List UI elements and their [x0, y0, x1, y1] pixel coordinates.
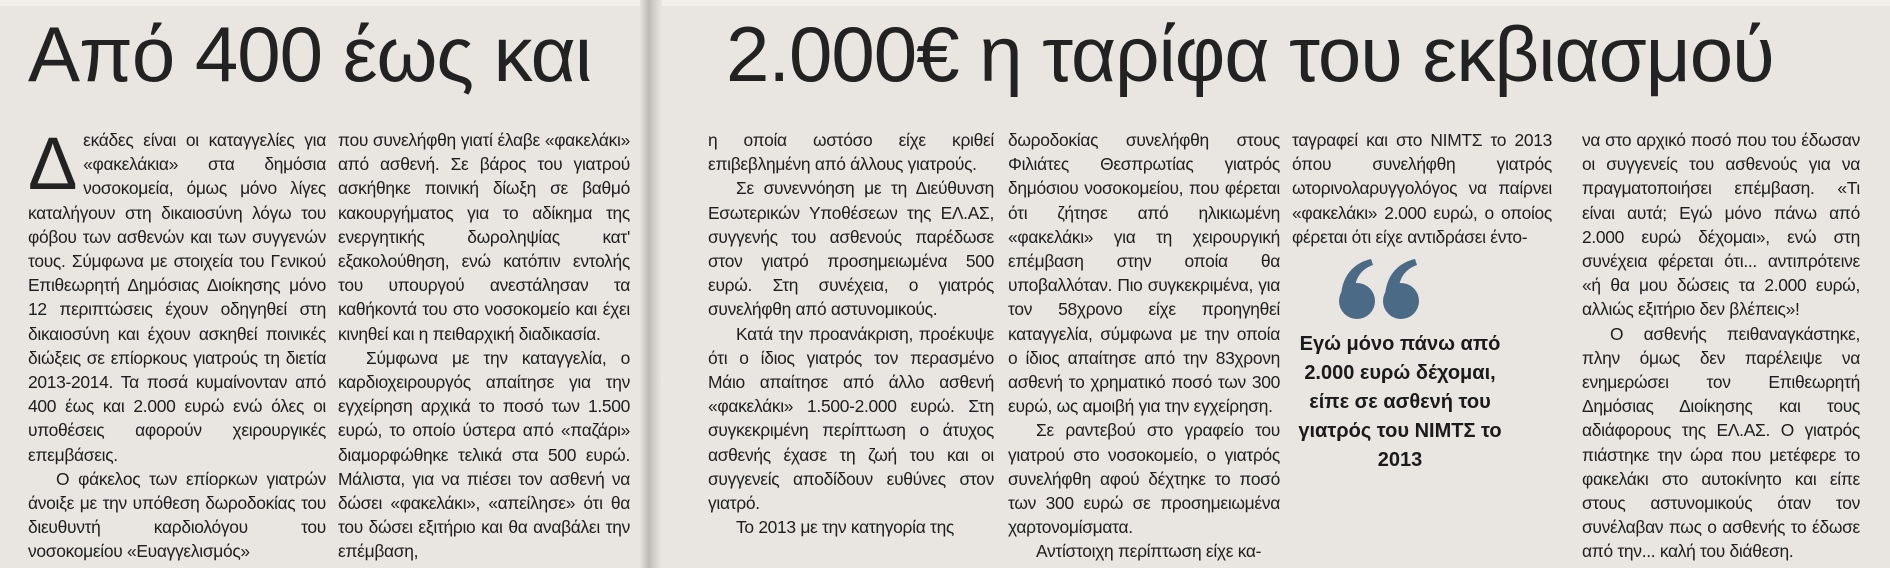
article-column-5 [1292, 128, 1552, 258]
paragraph: να στο αρχικό ποσό που του έδωσαν οι συγγενείς του ασθενούς για να πραγματοποιήσει επέμβαση. «Τι είναι αυτά; Εγώ μόνο πάνω από 2.000 ευρώ δέχομαι», ενώ στη συνέχεια φέρεται ότι... αντιπρότεινε «ή θα μου δώσεις τα 2.000 ευρώ, αλλιώς εξιτήριο δεν βλέπεις»! [1582, 130, 1860, 320]
paragraph: δωροδοκίας συνελήφθη στους Φιλιάτες Θεσπρωτίας γιατρός δημόσιου νοσοκομείου, που φέρεται ότι ζήτησε από ηλικιωμένη «φακελάκι» για τη χειρουργική επέμβαση στην οποία θα υποβαλλόταν. Πιο συγκεκριμένα, για τον 58χρονο είχε προηγηθεί καταγγελία, σύμφωνα με την οποία ο ίδιος απαίτησε από την 83χρονη ασθενή το χρηματικό ποσό των 300 ευρώ, ως αμοιβή για την εγχείρηση. [1008, 130, 1280, 417]
paragraph: Το 2013 με την κατηγορία της [736, 517, 955, 538]
article-column-2 [338, 128, 630, 564]
paragraph: εκάδες είναι οι καταγγελίες για «φακελάκια» στα δημόσια νοσοκομεία, όμως μόνο λίγες καταλήγουν στη δικαιοσύνη λόγω του φόβου των ασθενών και των συγγενών τους. Σύμφωνα με στοιχεία του Γενικού Επιθεωρητή Δημόσιας Διοίκησης μόνο 12 περιπτώσεις έχουν οδηγηθεί στη δικαιοσύνη και έχουν ασκηθεί ποινικές διώξεις σε επίορκους γιατρούς τη διετία 2013-2014. Τα ποσά κυμαίνονταν από 400 έως και 2.000 ευρώ ενώ όλες οι υποθέσεις αφορούν χειρουργικές επεμβάσεις. [28, 130, 326, 465]
headline-left: Από 400 έως και [28, 10, 592, 98]
paragraph: ταγραφεί και στο ΝΙΜΤΣ το 2013 όπου συνελήφθη γιατρός ωτορινολαρυγγολόγος να παίρνει «φακελάκι» 2.000 ευρώ, ο οποίος φέρεται ότι είχε αντιδράσει έντο- [1292, 130, 1552, 247]
paragraph: Ο ασθενής πειθαναγκάστηκε, πλην όμως δεν παρέλειψε να ενημερώσει τον Επιθεωρητή Δημόσιας Διοίκησης και τους αδιάφορους της ΕΛ.ΑΣ. Ο γιατρός πιάστηκε την ώρα που μετέφερε το φακελάκι στο αυτοκίνητο και είπε στους αστυνομικούς όταν τον συνέλαβαν πως ο ασθενής το έδωσε από την... καλή του διάθεση. [1582, 323, 1860, 562]
paragraph: Σύμφωνα με την καταγγελία, ο καρδιοχειρουργός απαίτησε για την εγχείρηση αρχικά το ποσό των 1.500 ευρώ, το οποίο ύστερα από «παζάρι» διαμορφώθηκε τελικά στα 500 ευρώ. Μάλιστα, για να πιέσει τον ασθενή να δώσει «φακελάκι», «απείλησε» ότι θα του δώσει εξιτήριο και θα αναβάλει την επέμβαση, [338, 347, 630, 562]
paragraph: Ο φάκελος των επίορκων γιατρών άνοιξε με την υπόθεση δωροδοκίας του διευθυντή καρδιολόγου του νοσοκομείου «Ευαγγελισμός» [28, 468, 326, 562]
paragraph: Κατά την προανάκριση, προέκυψε ότι ο ίδιος γιατρός τον περασμένο Μάιο απαίτησε από άλλο ασθενή «φακελάκι» 1.500-2.000 ευρώ. Στη συγκεκριμένη περίπτωση ο άτυχος ασθενής έχασε τη ζωή του και οι συγγενείς αποδίδουν ευθύνες στον γιατρό. [708, 323, 994, 514]
article-column-1 [28, 128, 326, 564]
article-column-4 [1008, 128, 1280, 564]
page-top-strip [0, 0, 1890, 6]
quote-icon [1335, 255, 1425, 325]
paragraph: που συνελήφθη γιατί έλαβε «φακελάκι» από ασθενή. Σε βάρος του γιατρού ασκήθηκε ποινική δίωξη σε βαθμό κακουργήματος για το αδίκημα της ενεργητικής δωροληψίας κατ' εξακολούθηση, ενώ κατόπιν εντολής του υπουργού ανεστάλησαν τα καθήκοντά του στο νοσοκομείο και έχει κινηθεί και η πειθαρχική διαδικασία. [338, 130, 630, 344]
headline-right: 2.000€ η ταρίφα του εκβιασμού [726, 10, 1774, 98]
paragraph: Σε ραντεβού στο γραφείο του γιατρού στο νοσοκομείο, ο γιατρός συνελήφθη αφού δέχτηκε το ποσό των 300 ευρώ σε προσημειωμένα χαρτονομίσματα. [1008, 420, 1280, 538]
paragraph: Σε συνεννόηση με τη Διεύθυνση Εσωτερικών Υποθέσεων της ΕΛ.ΑΣ, συγγενής του ασθενούς παρέδωσε στον γιατρό προσημειωμένα 500 ευρώ. Στη συνέχεια, ο γιατρός συνελήφθη από αστυνομικούς. [708, 178, 994, 320]
paragraph: η οποία ωστόσο είχε κριθεί επιβεβλημένη από άλλους γιατρούς. [708, 130, 994, 175]
page-fold [640, 0, 662, 568]
paragraph: Αντίστοιχη περίπτωση είχε κα- [1036, 541, 1262, 562]
article-column-3 [708, 128, 994, 564]
pull-quote: Εγώ μόνο πάνω από 2.000 ευρώ δέχομαι, είπε σε ασθενή του γιατρός του ΝΙΜΤΣ το 2013 [1298, 333, 1502, 471]
drop-cap: Δ [28, 128, 78, 205]
article-column-6 [1582, 128, 1860, 564]
